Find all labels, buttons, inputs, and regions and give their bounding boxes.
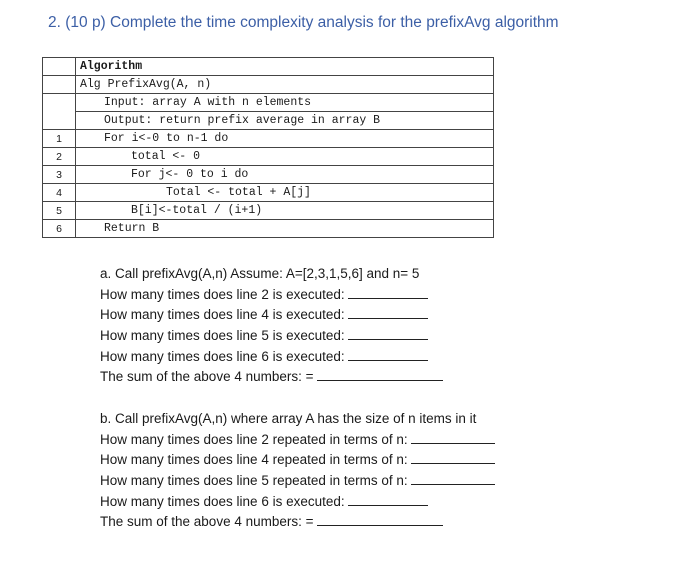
algorithm-output: Output: return prefix average in array B xyxy=(76,112,494,130)
answer-blank[interactable] xyxy=(348,492,428,506)
part-a-heading: a. Call prefixAvg(A,n) Assume: A=[2,3,1,5,6] and n= 5 xyxy=(100,266,420,281)
answer-blank[interactable] xyxy=(348,326,428,340)
question-text: How many times does line 2 is executed: xyxy=(100,286,345,302)
part-b-heading: b. Call prefixAvg(A,n) where array A has the size of n items in it xyxy=(100,411,477,426)
question-text: How many times does line 5 repeated in terms of n: xyxy=(100,473,408,489)
table-row xyxy=(43,112,494,130)
question-text: How many times does line 4 repeated in terms of n: xyxy=(100,452,408,468)
list-item xyxy=(100,450,495,471)
list-item xyxy=(100,471,495,492)
list-item xyxy=(100,367,443,388)
code-line-2: total <- 0 xyxy=(76,148,494,166)
code-line-5: B[i]<-total / (i+1) xyxy=(76,202,494,220)
answer-blank[interactable] xyxy=(348,347,428,361)
line-number: 6 xyxy=(43,220,76,238)
answer-blank[interactable] xyxy=(317,367,443,381)
answer-blank[interactable] xyxy=(317,512,443,526)
question-text: How many times does line 6 is executed: xyxy=(100,493,345,509)
answer-blank[interactable] xyxy=(411,450,495,464)
question-text: How many times does line 5 is executed: xyxy=(100,328,345,344)
table-row xyxy=(43,184,494,202)
table-row xyxy=(43,166,494,184)
answer-blank[interactable] xyxy=(411,430,495,444)
list-item xyxy=(100,305,443,326)
question-text: How many times does line 2 repeated in terms of n: xyxy=(100,431,408,447)
line-number-cell xyxy=(43,76,76,94)
part-b xyxy=(100,409,495,533)
question-text: How many times does line 4 is executed: xyxy=(100,307,345,323)
list-item xyxy=(100,492,495,513)
table-row xyxy=(43,76,494,94)
part-a xyxy=(100,264,443,388)
line-number: 1 xyxy=(43,130,76,148)
code-line-6: Return B xyxy=(76,220,494,238)
algorithm-table xyxy=(42,57,494,238)
list-item xyxy=(100,347,443,368)
line-number-cell xyxy=(43,58,76,76)
list-item xyxy=(100,430,495,451)
line-number: 3 xyxy=(43,166,76,184)
answer-blank[interactable] xyxy=(348,285,428,299)
table-row xyxy=(43,220,494,238)
code-line-4: Total <- total + A[j] xyxy=(76,184,494,202)
question-text: The sum of the above 4 numbers: = xyxy=(100,514,314,530)
line-number: 2 xyxy=(43,148,76,166)
code-line-1: For i<-0 to n-1 do xyxy=(76,130,494,148)
algorithm-signature: Alg PrefixAvg(A, n) xyxy=(76,76,494,94)
question-text: How many times does line 6 is executed: xyxy=(100,348,345,364)
answer-blank[interactable] xyxy=(348,305,428,319)
table-row xyxy=(43,58,494,76)
list-item xyxy=(100,326,443,347)
question-title: 2. (10 p) Complete the time complexity analysis for the prefixAvg algorithm xyxy=(48,14,559,31)
list-item xyxy=(100,512,495,533)
table-row xyxy=(43,94,494,112)
table-row xyxy=(43,130,494,148)
code-line-3: For j<- 0 to i do xyxy=(76,166,494,184)
algorithm-input: Input: array A with n elements xyxy=(76,94,494,112)
question-text: The sum of the above 4 numbers: = xyxy=(100,369,314,385)
line-number: 5 xyxy=(43,202,76,220)
line-number: 4 xyxy=(43,184,76,202)
table-row xyxy=(43,148,494,166)
line-number-cell xyxy=(43,94,76,130)
table-row xyxy=(43,202,494,220)
list-item xyxy=(100,285,443,306)
algorithm-header: Algorithm xyxy=(76,58,494,76)
answer-blank[interactable] xyxy=(411,471,495,485)
